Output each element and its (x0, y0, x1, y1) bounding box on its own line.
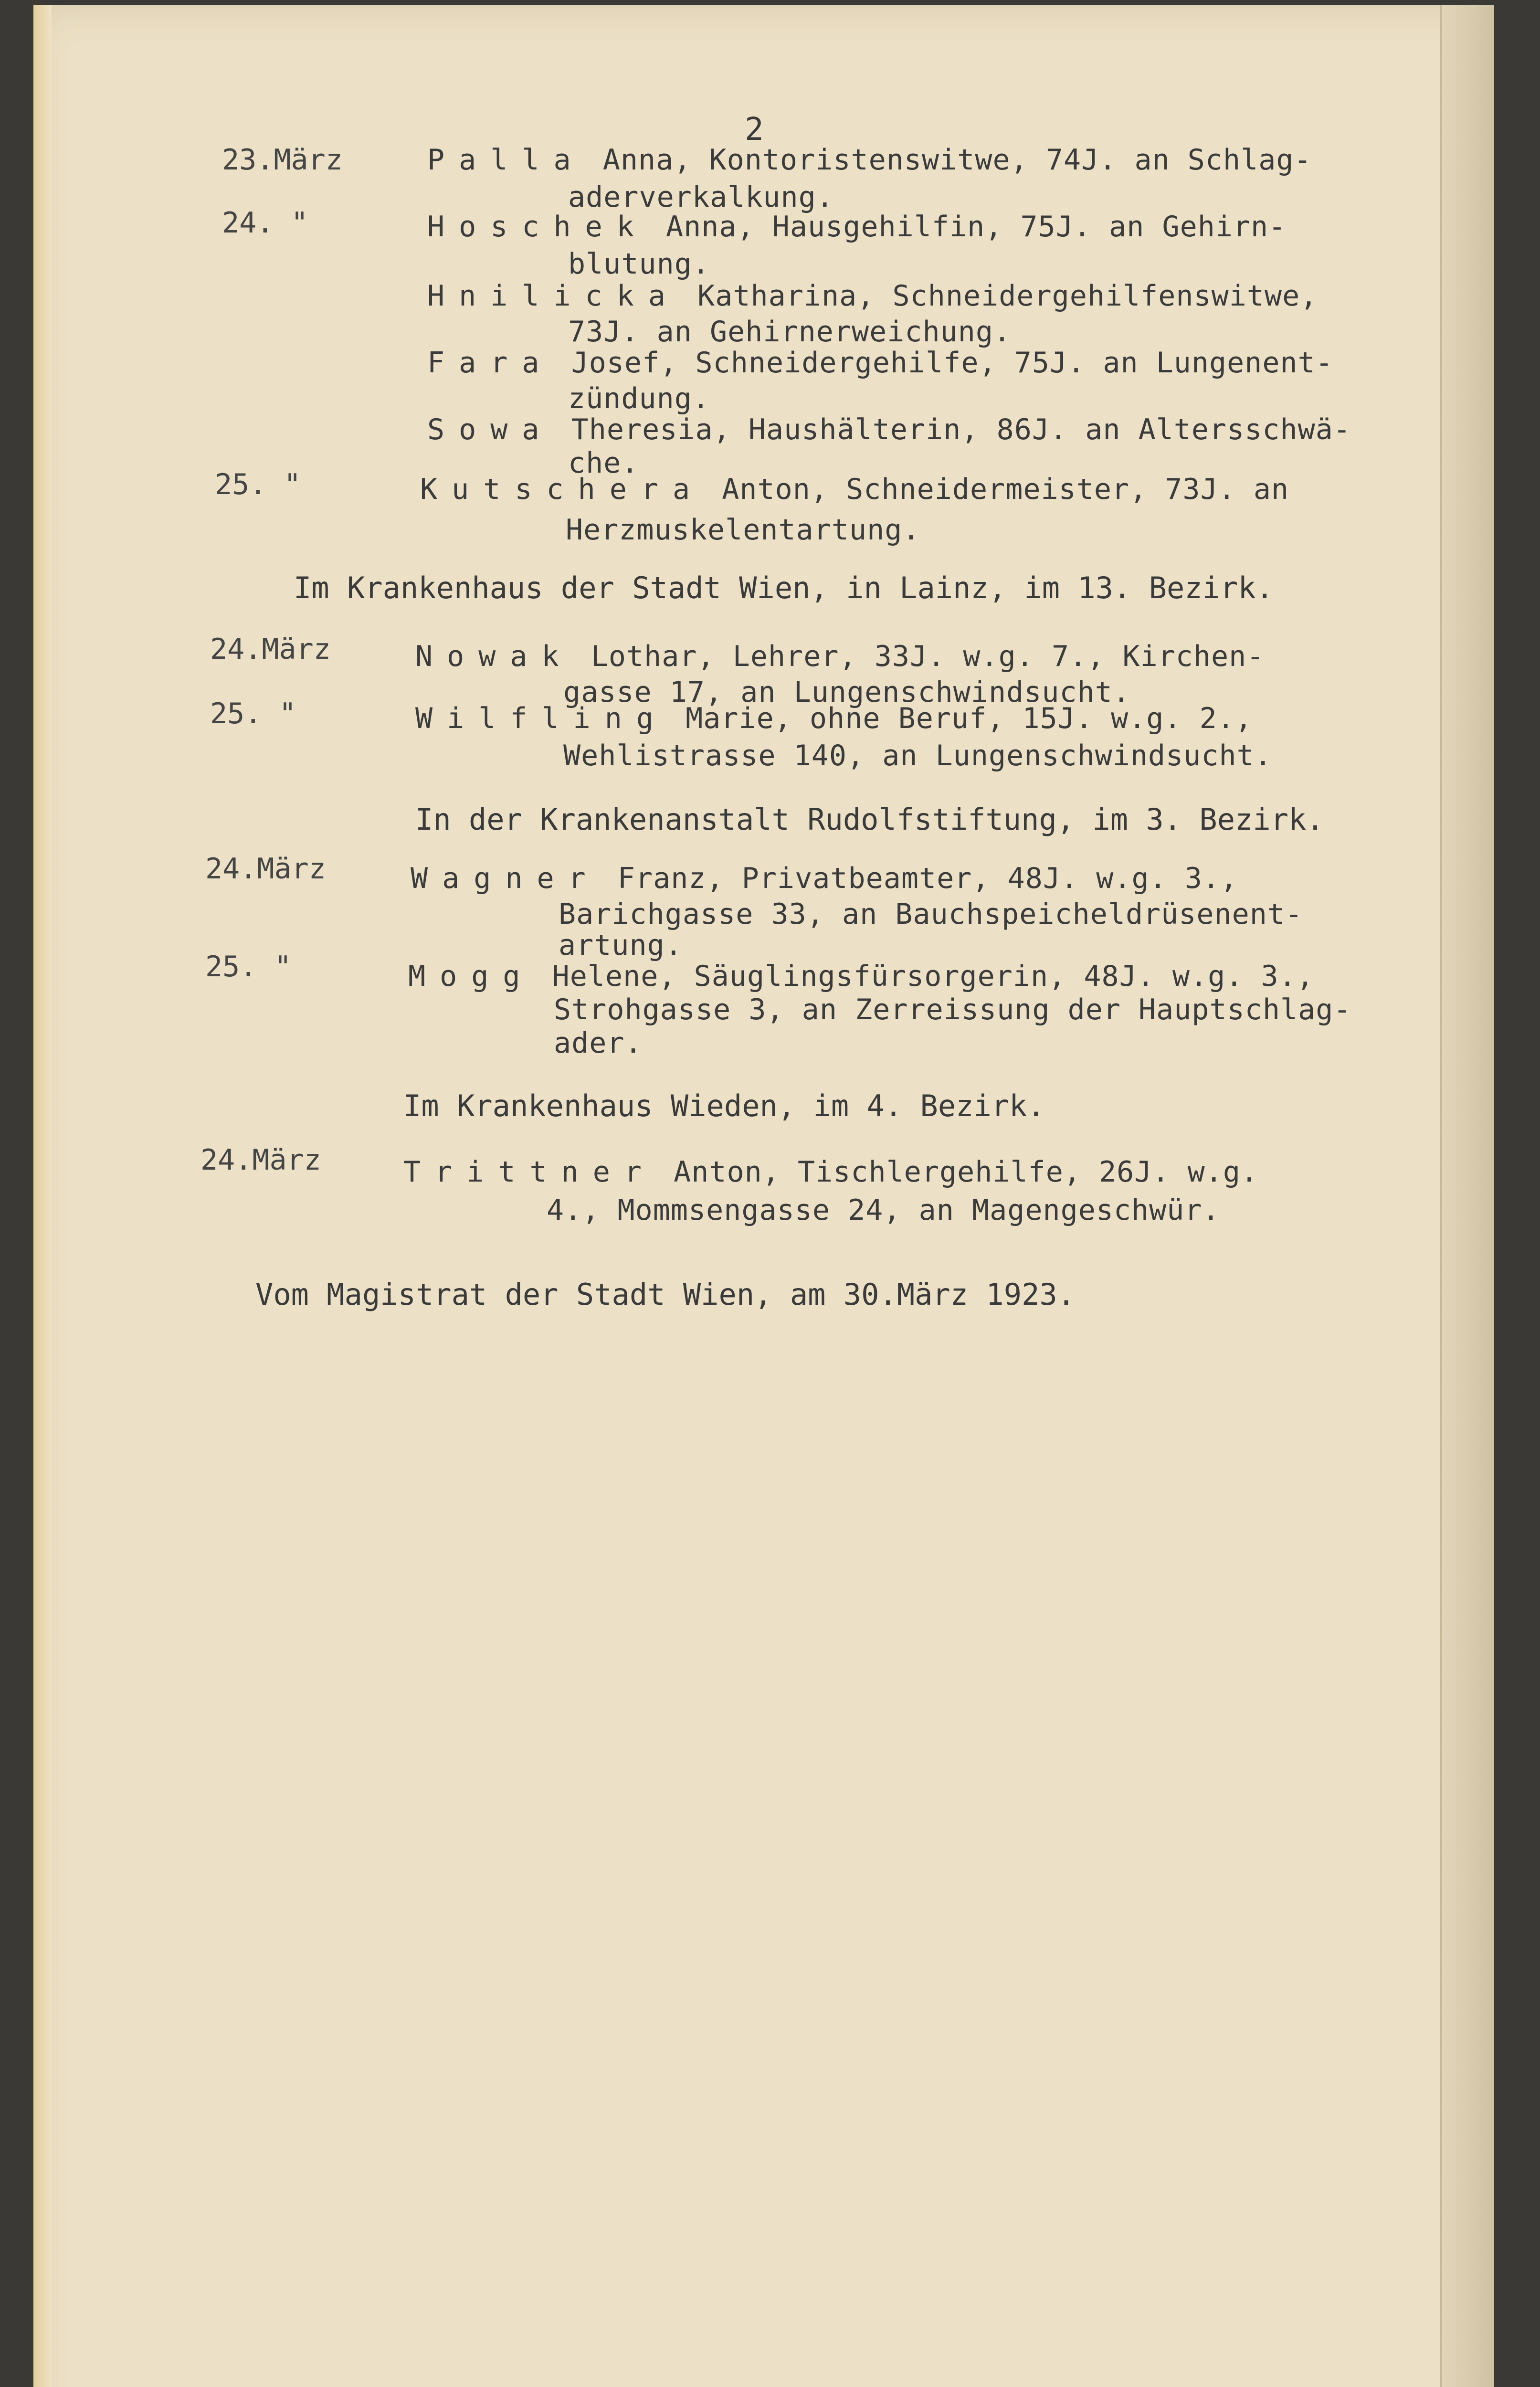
entry-continuation: Barichgasse 33, an Bauchspeicheldrüsenent- (559, 898, 1303, 931)
entry-details: Franz, Privatbeamter, 48J. w.g. 3., (617, 862, 1238, 895)
entry-surname: Sowa (427, 413, 554, 446)
entry-surname: Hoschek (427, 210, 648, 243)
entry-details: Helene, Säuglingsfürsorgerin, 48J. w.g. 3., (552, 960, 1314, 993)
entry-date: 25. " (215, 468, 301, 501)
entry-date: 24. " (222, 206, 308, 240)
entry-continuation: ader. (554, 1026, 643, 1060)
entry-continuation: gasse 17, an Lungenschwindsucht. (563, 676, 1130, 709)
entry-line (411, 862, 1238, 895)
entry-continuation: aderverkalkung. (568, 180, 834, 214)
entry-surname: Mogg (408, 960, 535, 993)
entry-continuation: Strohgasse 3, an Zerreissung der Hauptschlag- (554, 993, 1351, 1026)
entry-details: Lothar, Lehrer, 33J. w.g. 7., Kirchen- (591, 640, 1265, 673)
entry-surname: Palla (427, 143, 585, 177)
entry-surname: Hnilicka (427, 279, 680, 313)
section-heading: Im Krankenhaus Wieden, im 4. Bezirk. (403, 1088, 1045, 1123)
entry-line (427, 413, 1351, 446)
entry-continuation: che. (568, 446, 639, 480)
entry-continuation: blutung. (568, 247, 710, 281)
entry-details: Josef, Schneidergehilfe, 75J. an Lungenent- (571, 346, 1333, 380)
entry-line (415, 640, 1264, 673)
entry-line (427, 279, 1318, 313)
entry-line (427, 143, 1312, 177)
entry-surname: Trittner (403, 1155, 656, 1189)
entry-date: 25. " (205, 950, 292, 983)
entry-date: 24.März (205, 852, 326, 886)
entry-line (403, 1155, 1258, 1189)
entry-continuation: Wehlistrasse 140, an Lungenschwindsucht. (563, 739, 1272, 772)
entry-line (408, 960, 1314, 993)
entry-surname: Nowak (415, 640, 573, 673)
entry-surname: Wagner (411, 862, 600, 895)
entry-continuation: Herzmuskelentartung. (566, 513, 920, 547)
entry-details: Katharina, Schneidergehilfenswitwe, (697, 279, 1318, 313)
entry-continuation: 73J. an Gehirnerweichung. (568, 315, 1012, 349)
entry-details: Anna, Hausgehilfin, 75J. an Gehirn- (666, 210, 1287, 243)
footer-signature-line: Vom Magistrat der Stadt Wien, am 30.März 1923. (255, 1277, 1076, 1312)
entry-details: Anton, Schneidermeister, 73J. an (722, 473, 1289, 506)
page-binding-edge (33, 5, 52, 2387)
entry-surname: Wilfling (415, 702, 668, 735)
page-number: 2 (745, 111, 764, 148)
entry-details: Anna, Kontoristenswitwe, 74J. an Schlag- (602, 143, 1312, 177)
page-fore-edge (1440, 5, 1494, 2387)
entry-line (420, 473, 1289, 506)
entry-continuation: zündung. (568, 382, 710, 415)
entry-line (427, 210, 1286, 243)
entry-date: 24.März (200, 1143, 321, 1177)
section-heading: Im Krankenhaus der Stadt Wien, in Lainz, im 13. Bezirk. (294, 570, 1274, 605)
entry-details: Marie, ohne Beruf, 15J. w.g. 2., (686, 702, 1253, 735)
entry-surname: Fara (427, 346, 554, 380)
entry-surname: Kutschera (420, 473, 705, 506)
entry-line (427, 346, 1333, 380)
entry-line (415, 702, 1253, 735)
entry-date: 23.März (222, 143, 343, 177)
entry-continuation: artung. (559, 929, 683, 962)
section-heading: In der Krankenanstalt Rudolfstiftung, im 3. Bezirk. (415, 802, 1324, 837)
entry-details: Theresia, Haushälterin, 86J. an Altersschwä- (571, 413, 1351, 446)
entry-details: Anton, Tischlergehilfe, 26J. w.g. (674, 1155, 1259, 1189)
entry-continuation: 4., Mommsengasse 24, an Magengeschwür. (547, 1194, 1220, 1227)
entry-date: 25. " (210, 697, 296, 730)
entry-date: 24.März (210, 633, 331, 666)
